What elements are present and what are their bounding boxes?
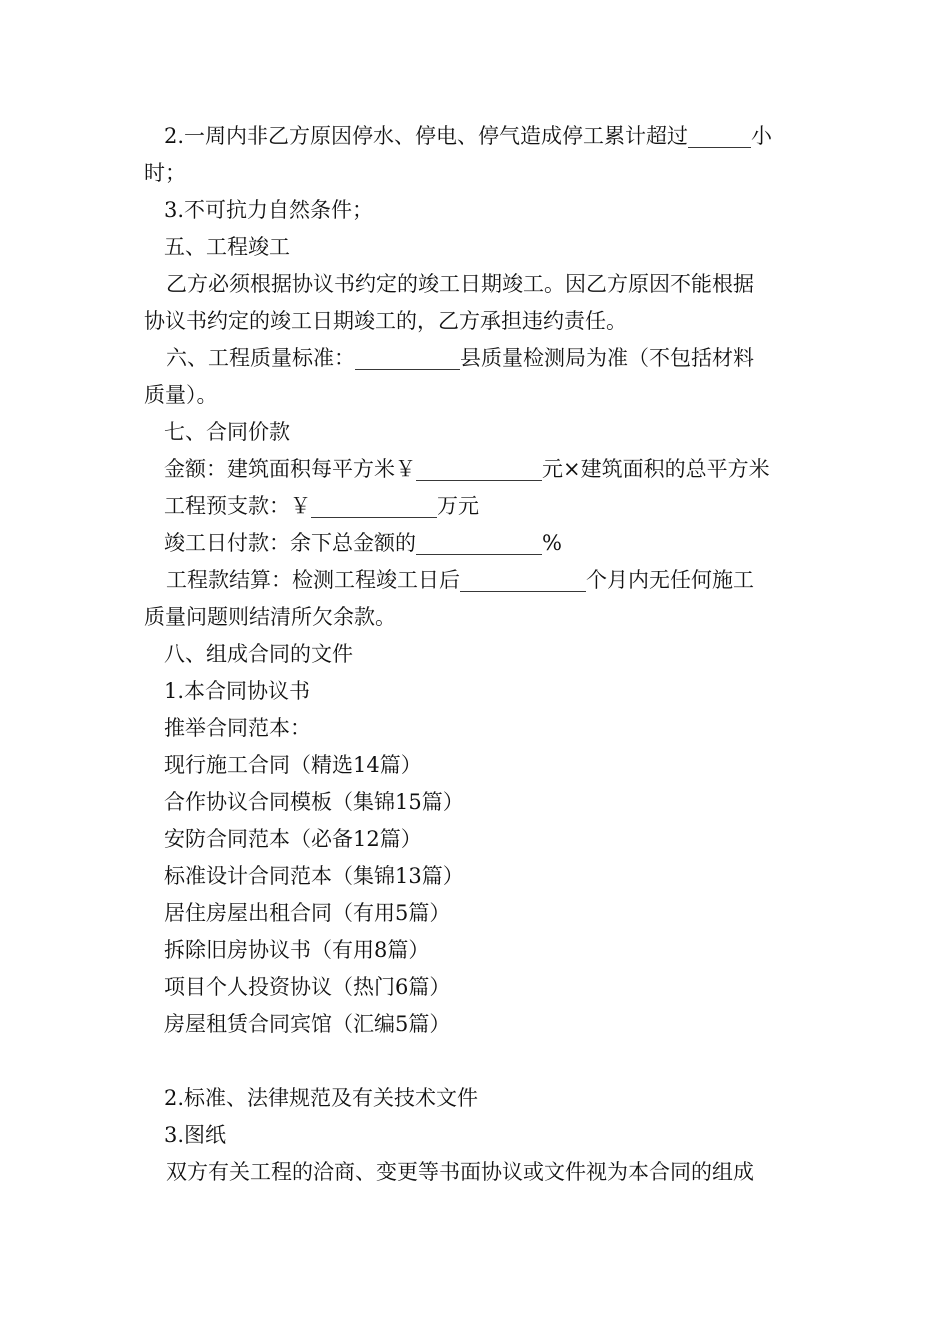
doc-item-1: 1.本合同协议书 [164,679,311,703]
clause-2-line2: 时； [144,161,186,185]
doc-item-2: 2.标准、法律规范及有关技术文件 [164,1086,479,1110]
section-5-para-line1: 乙方必须根据协议书约定的竣工日期竣工。因乙方原因不能根据 [166,272,754,296]
blank-line [144,1043,808,1080]
advance-payment-line: 工程预支款：￥____________万元 [164,494,479,518]
section-5-heading: 五、工程竣工 [164,235,290,259]
clause-3: 3.不可抗力自然条件； [164,198,374,222]
doc-item-3: 3.图纸 [164,1123,227,1147]
amount-line: 金额：建筑面积每平方米￥____________元×建筑面积的总平方米 [164,457,770,481]
settlement-line1: 工程款结算：检测工程竣工日后____________个月内无任何施工 [166,568,754,592]
recommended-link[interactable]: 现行施工合同（精选14篇） [164,753,422,777]
section-8-heading: 八、组成合同的文件 [164,642,353,666]
section-5-para-line2: 协议书约定的竣工日期竣工的，乙方承担违约责任。 [144,309,627,333]
completion-payment-line: 竣工日付款：余下总金额的____________% [164,531,562,555]
settlement-line2: 质量问题则结清所欠余款。 [144,605,396,629]
section-6-line2: 质量）。 [144,383,218,407]
recommended-link[interactable]: 拆除旧房协议书（有用8篇） [164,938,430,962]
recommended-link[interactable]: 标准设计合同范本（集锦13篇） [164,864,464,888]
recommended-link[interactable]: 居住房屋出租合同（有用5篇） [164,901,451,925]
section-6-line1: 六、工程质量标准：__________县质量检测局为准（不包括材料 [166,346,754,370]
closing-para-line1: 双方有关工程的洽商、变更等书面协议或文件视为本合同的组成 [166,1160,754,1184]
recommended-heading: 推举合同范本： [164,716,311,740]
recommended-link[interactable]: 房屋租赁合同宾馆（汇编5篇） [164,1012,451,1036]
document-body [144,118,808,1191]
recommended-link[interactable]: 合作协议合同模板（集锦15篇） [164,790,464,814]
recommended-link[interactable]: 项目个人投资协议（热门6篇） [164,975,451,999]
recommended-link[interactable]: 安防合同范本（必备12篇） [164,827,422,851]
section-7-heading: 七、合同价款 [164,420,290,444]
clause-2-line1: 2.一周内非乙方原因停水、停电、停气造成停工累计超过______小 [164,124,773,148]
